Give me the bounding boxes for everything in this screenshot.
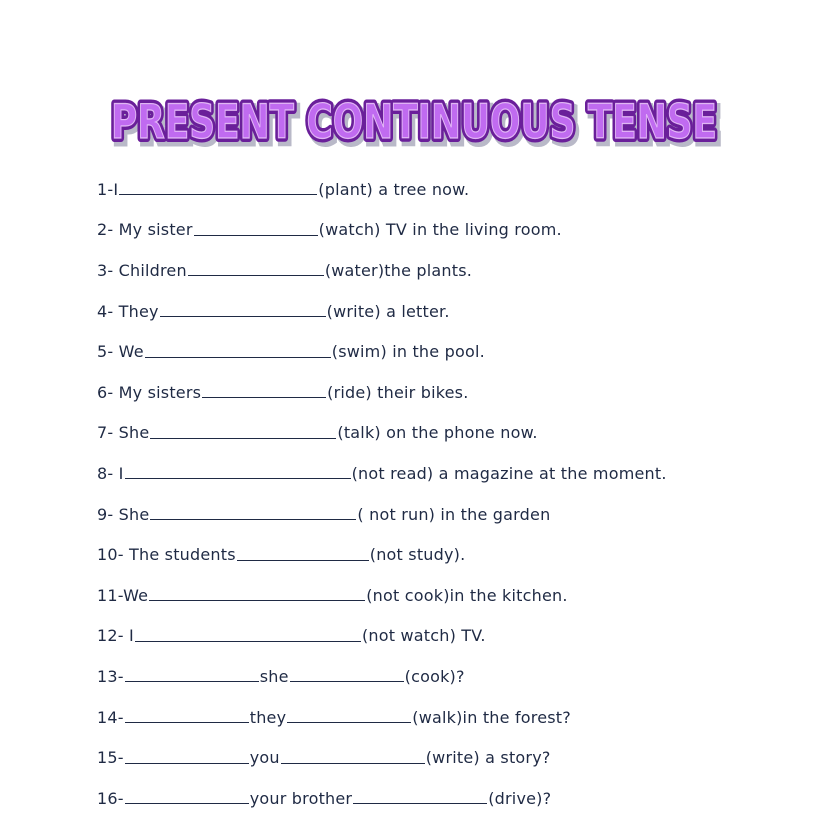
exercise-number: 16-	[97, 788, 124, 808]
exercise-subject: 7- She	[97, 423, 150, 443]
exercise-prompt: (not study).	[369, 545, 466, 565]
exercise-prompt: (not watch) TV.	[361, 626, 486, 646]
exercise-item	[97, 656, 777, 697]
exercise-subject: 12- I	[97, 626, 134, 646]
exercise-item	[97, 169, 777, 210]
answer-blank[interactable]	[237, 547, 369, 561]
answer-blank[interactable]	[290, 668, 404, 682]
exercise-number: 15-	[97, 748, 124, 768]
exercise-number: 14-	[97, 707, 124, 727]
answer-blank[interactable]	[287, 709, 411, 723]
exercise-subject: 2- My sister	[97, 220, 193, 240]
worksheet-title-outline: PRESENT CONTINUOUS TENSE	[111, 95, 717, 150]
answer-blank[interactable]	[202, 384, 326, 398]
exercise-prompt: (water)the plants.	[324, 260, 473, 280]
exercise-item	[97, 250, 777, 291]
answer-blank[interactable]	[135, 628, 361, 642]
answer-blank[interactable]	[125, 709, 249, 723]
worksheet-title	[104, 86, 724, 156]
exercise-number: 13-	[97, 666, 124, 686]
worksheet-title-text: PRESENT CONTINUOUS TENSE	[111, 95, 717, 150]
answer-blank[interactable]	[125, 465, 351, 479]
exercise-subject: 3- Children	[97, 260, 187, 280]
answer-blank[interactable]	[125, 790, 249, 804]
exercise-item	[97, 697, 777, 738]
exercise-prompt: (write) a letter.	[326, 301, 450, 321]
exercise-item	[97, 737, 777, 778]
exercise-item	[97, 575, 777, 616]
exercise-prompt: ( not run) in the garden	[357, 504, 551, 524]
answer-blank[interactable]	[125, 750, 249, 764]
exercise-subject: 11-We	[97, 585, 149, 605]
exercise-subject: 5- We	[97, 342, 144, 362]
answer-blank[interactable]	[353, 790, 487, 804]
exercise-prompt: (not cook)in the kitchen.	[366, 585, 568, 605]
exercise-item	[97, 494, 777, 535]
exercise-list	[97, 169, 777, 819]
exercise-prompt: (watch) TV in the living room.	[318, 220, 562, 240]
exercise-prompt: (talk) on the phone now.	[337, 423, 538, 443]
exercise-subject: she	[259, 666, 289, 686]
exercise-subject: 10- The students	[97, 545, 236, 565]
exercise-subject: you	[249, 748, 280, 768]
exercise-item	[97, 616, 777, 657]
exercise-subject: 4- They	[97, 301, 159, 321]
exercise-item	[97, 413, 777, 454]
exercise-prompt: (swim) in the pool.	[331, 342, 485, 362]
exercise-prompt: (drive)?	[488, 788, 552, 808]
worksheet-title-highlight: PRESENT CONTINUOUS TENSE	[111, 95, 717, 150]
exercise-subject: 8- I	[97, 463, 124, 483]
exercise-prompt: (not read) a magazine at the moment.	[351, 463, 667, 483]
exercise-prompt: (plant) a tree now.	[318, 179, 470, 199]
worksheet-title-shadow: PRESENT CONTINUOUS TENSE	[114, 99, 720, 154]
exercise-prompt: (cook)?	[404, 666, 465, 686]
exercise-subject: 6- My sisters	[97, 382, 202, 402]
exercise-subject: 9- She	[97, 504, 150, 524]
exercise-subject: your brother	[249, 788, 353, 808]
answer-blank[interactable]	[119, 181, 317, 195]
answer-blank[interactable]	[281, 750, 425, 764]
exercise-prompt: (walk)in the forest?	[412, 707, 571, 727]
worksheet-title-art	[104, 86, 724, 156]
answer-blank[interactable]	[188, 262, 324, 276]
exercise-item	[97, 331, 777, 372]
exercise-item	[97, 534, 777, 575]
answer-blank[interactable]	[145, 344, 331, 358]
answer-blank[interactable]	[160, 303, 326, 317]
exercise-item	[97, 210, 777, 251]
exercise-item	[97, 372, 777, 413]
answer-blank[interactable]	[150, 506, 356, 520]
exercise-subject: 1-I	[97, 179, 119, 199]
answer-blank[interactable]	[149, 587, 365, 601]
answer-blank[interactable]	[125, 668, 259, 682]
exercise-item	[97, 453, 777, 494]
exercise-subject: they	[249, 707, 287, 727]
exercise-prompt: (ride) their bikes.	[327, 382, 469, 402]
answer-blank[interactable]	[194, 222, 318, 236]
answer-blank[interactable]	[150, 425, 336, 439]
exercise-item	[97, 291, 777, 332]
exercise-prompt: (write) a story?	[425, 748, 551, 768]
exercise-item	[97, 778, 777, 819]
